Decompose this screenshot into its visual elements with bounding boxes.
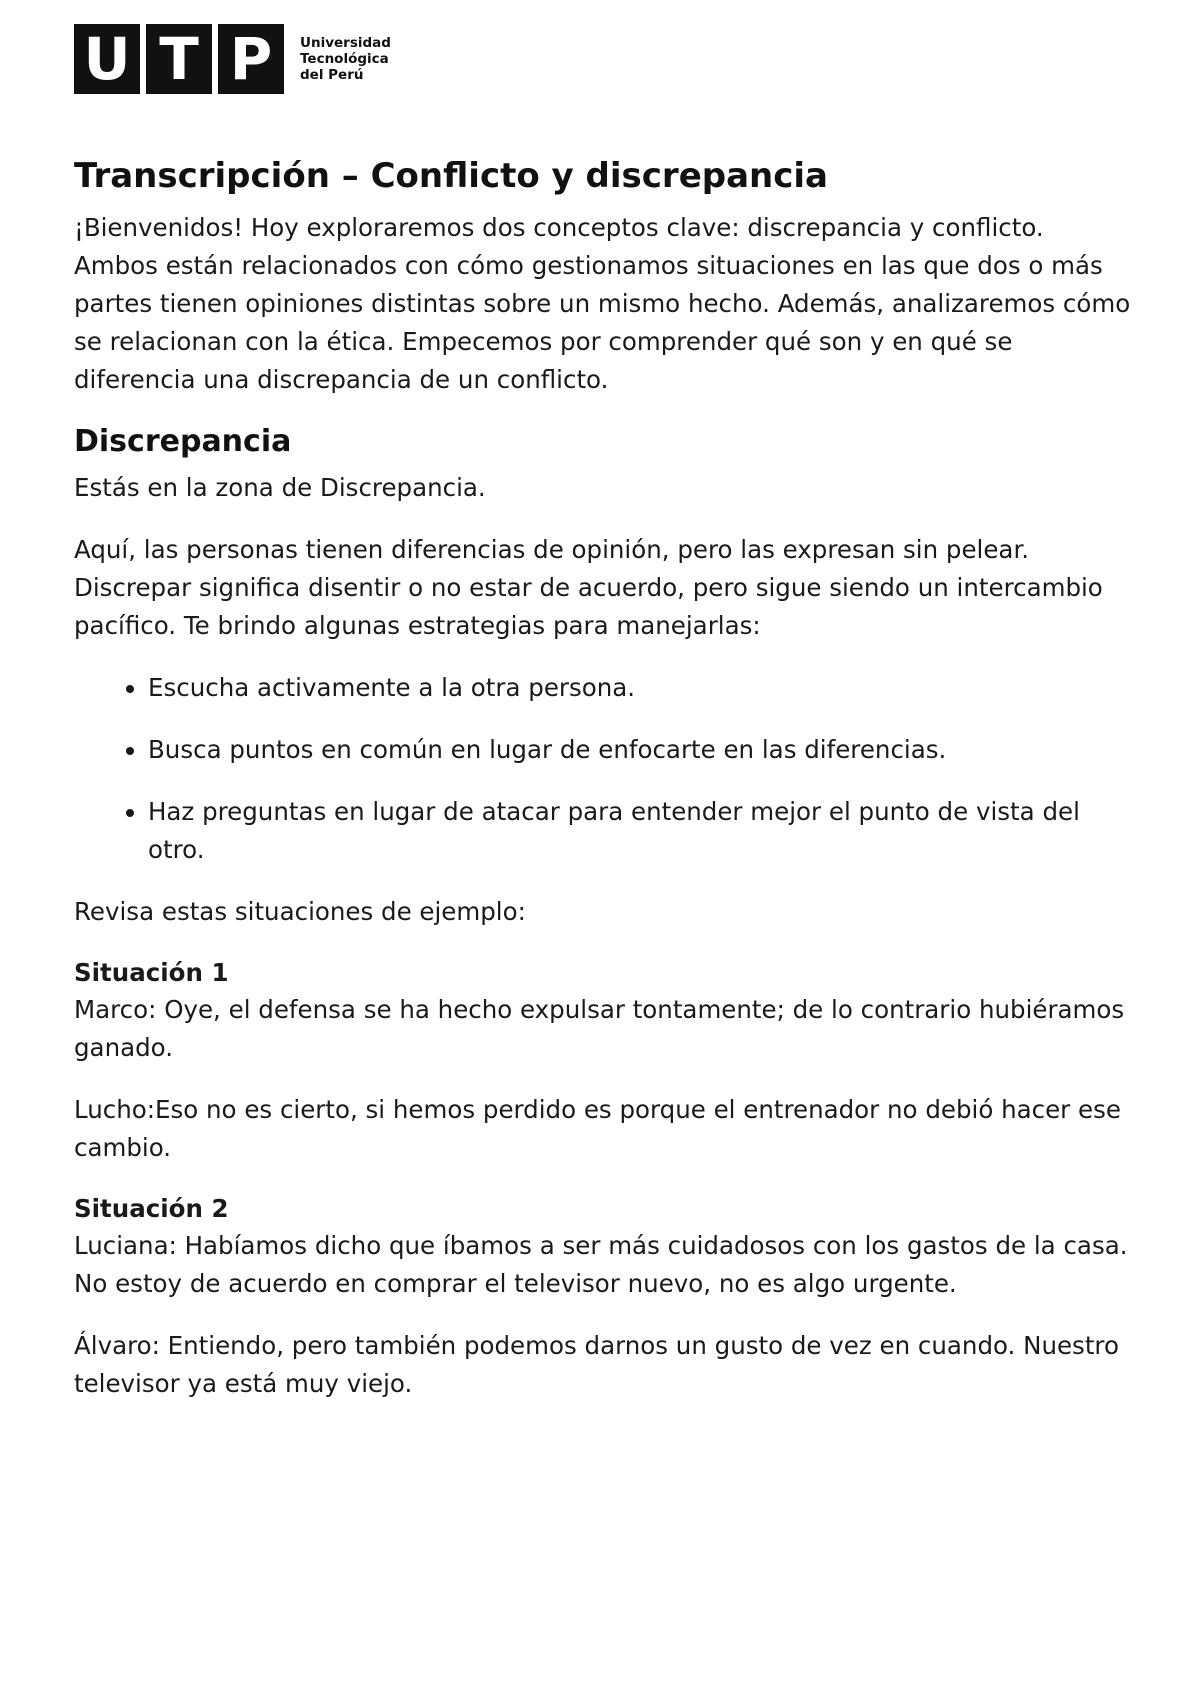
strategies-list [74, 669, 1134, 869]
situation-1 [74, 955, 1134, 1167]
situation-2 [74, 1191, 1134, 1403]
document-body [74, 209, 1134, 1427]
dialogue-line: Álvaro: Entiendo, pero también podemos darnos un gusto de vez en cuando. Nuestro televisor ya está muy viejo. [74, 1331, 1119, 1398]
page-title: Transcripción – Conflicto y discrepancia [74, 156, 828, 196]
strategy-item: • Escucha activamente a la otra persona. [148, 669, 1134, 707]
explanation-paragraph: Aquí, las personas tienen diferencias de opinión, pero las expresan sin pelear. Discrepar significa disentir o no estar de acuerdo, pero sigue siendo un intercambio pacífico. Te brindo algunas estrategias para manejarlas: [74, 535, 1103, 640]
utp-logo [74, 24, 391, 94]
section-heading: Discrepancia [74, 424, 292, 459]
intro-paragraph: ¡Bienvenidos! Hoy exploraremos dos conceptos clave: discrepancia y conflicto. Ambos están relacionados con cómo gestionamos situaciones en las que dos o más partes tienen opiniones distintas sobre un mismo hecho. Además, analizaremos cómo se relacionan con la ética. Empecemos por comprender qué son y en qué se diferencia una discrepancia de un conflicto. [74, 213, 1131, 394]
dialogue-line: Lucho:Eso no es cierto, si hemos perdido es porque el entrenador no debió hacer ese cambio. [74, 1095, 1121, 1162]
logo-letter-p: P [218, 24, 284, 94]
logo-name-line-2: Tecnológica [300, 51, 389, 67]
situation-title: Situación 2 [74, 1194, 229, 1223]
logo-name-line-1: Universidad [300, 35, 391, 51]
dialogue-line: Luciana: Habíamos dicho que íbamos a ser más cuidadosos con los gastos de la casa. No estoy de acuerdo en comprar el televisor nuevo, no es algo urgente. [74, 1231, 1128, 1298]
logo-name-line-3: del Perú [300, 67, 364, 83]
zone-text: Estás en la zona de Discrepancia. [74, 473, 486, 502]
examples-intro: Revisa estas situaciones de ejemplo: [74, 897, 526, 926]
dialogue-line: Marco: Oye, el defensa se ha hecho expulsar tontamente; de lo contrario hubiéramos ganado. [74, 995, 1125, 1062]
strategy-item: • Haz preguntas en lugar de atacar para entender mejor el punto de vista del otro. [148, 793, 1134, 869]
logo-letter-u: U [74, 24, 140, 94]
strategy-item: • Busca puntos en común en lugar de enfocarte en las diferencias. [148, 731, 1134, 769]
logo-letter-t: T [146, 24, 212, 94]
logo-university-name [300, 35, 391, 83]
situation-title: Situación 1 [74, 958, 229, 987]
